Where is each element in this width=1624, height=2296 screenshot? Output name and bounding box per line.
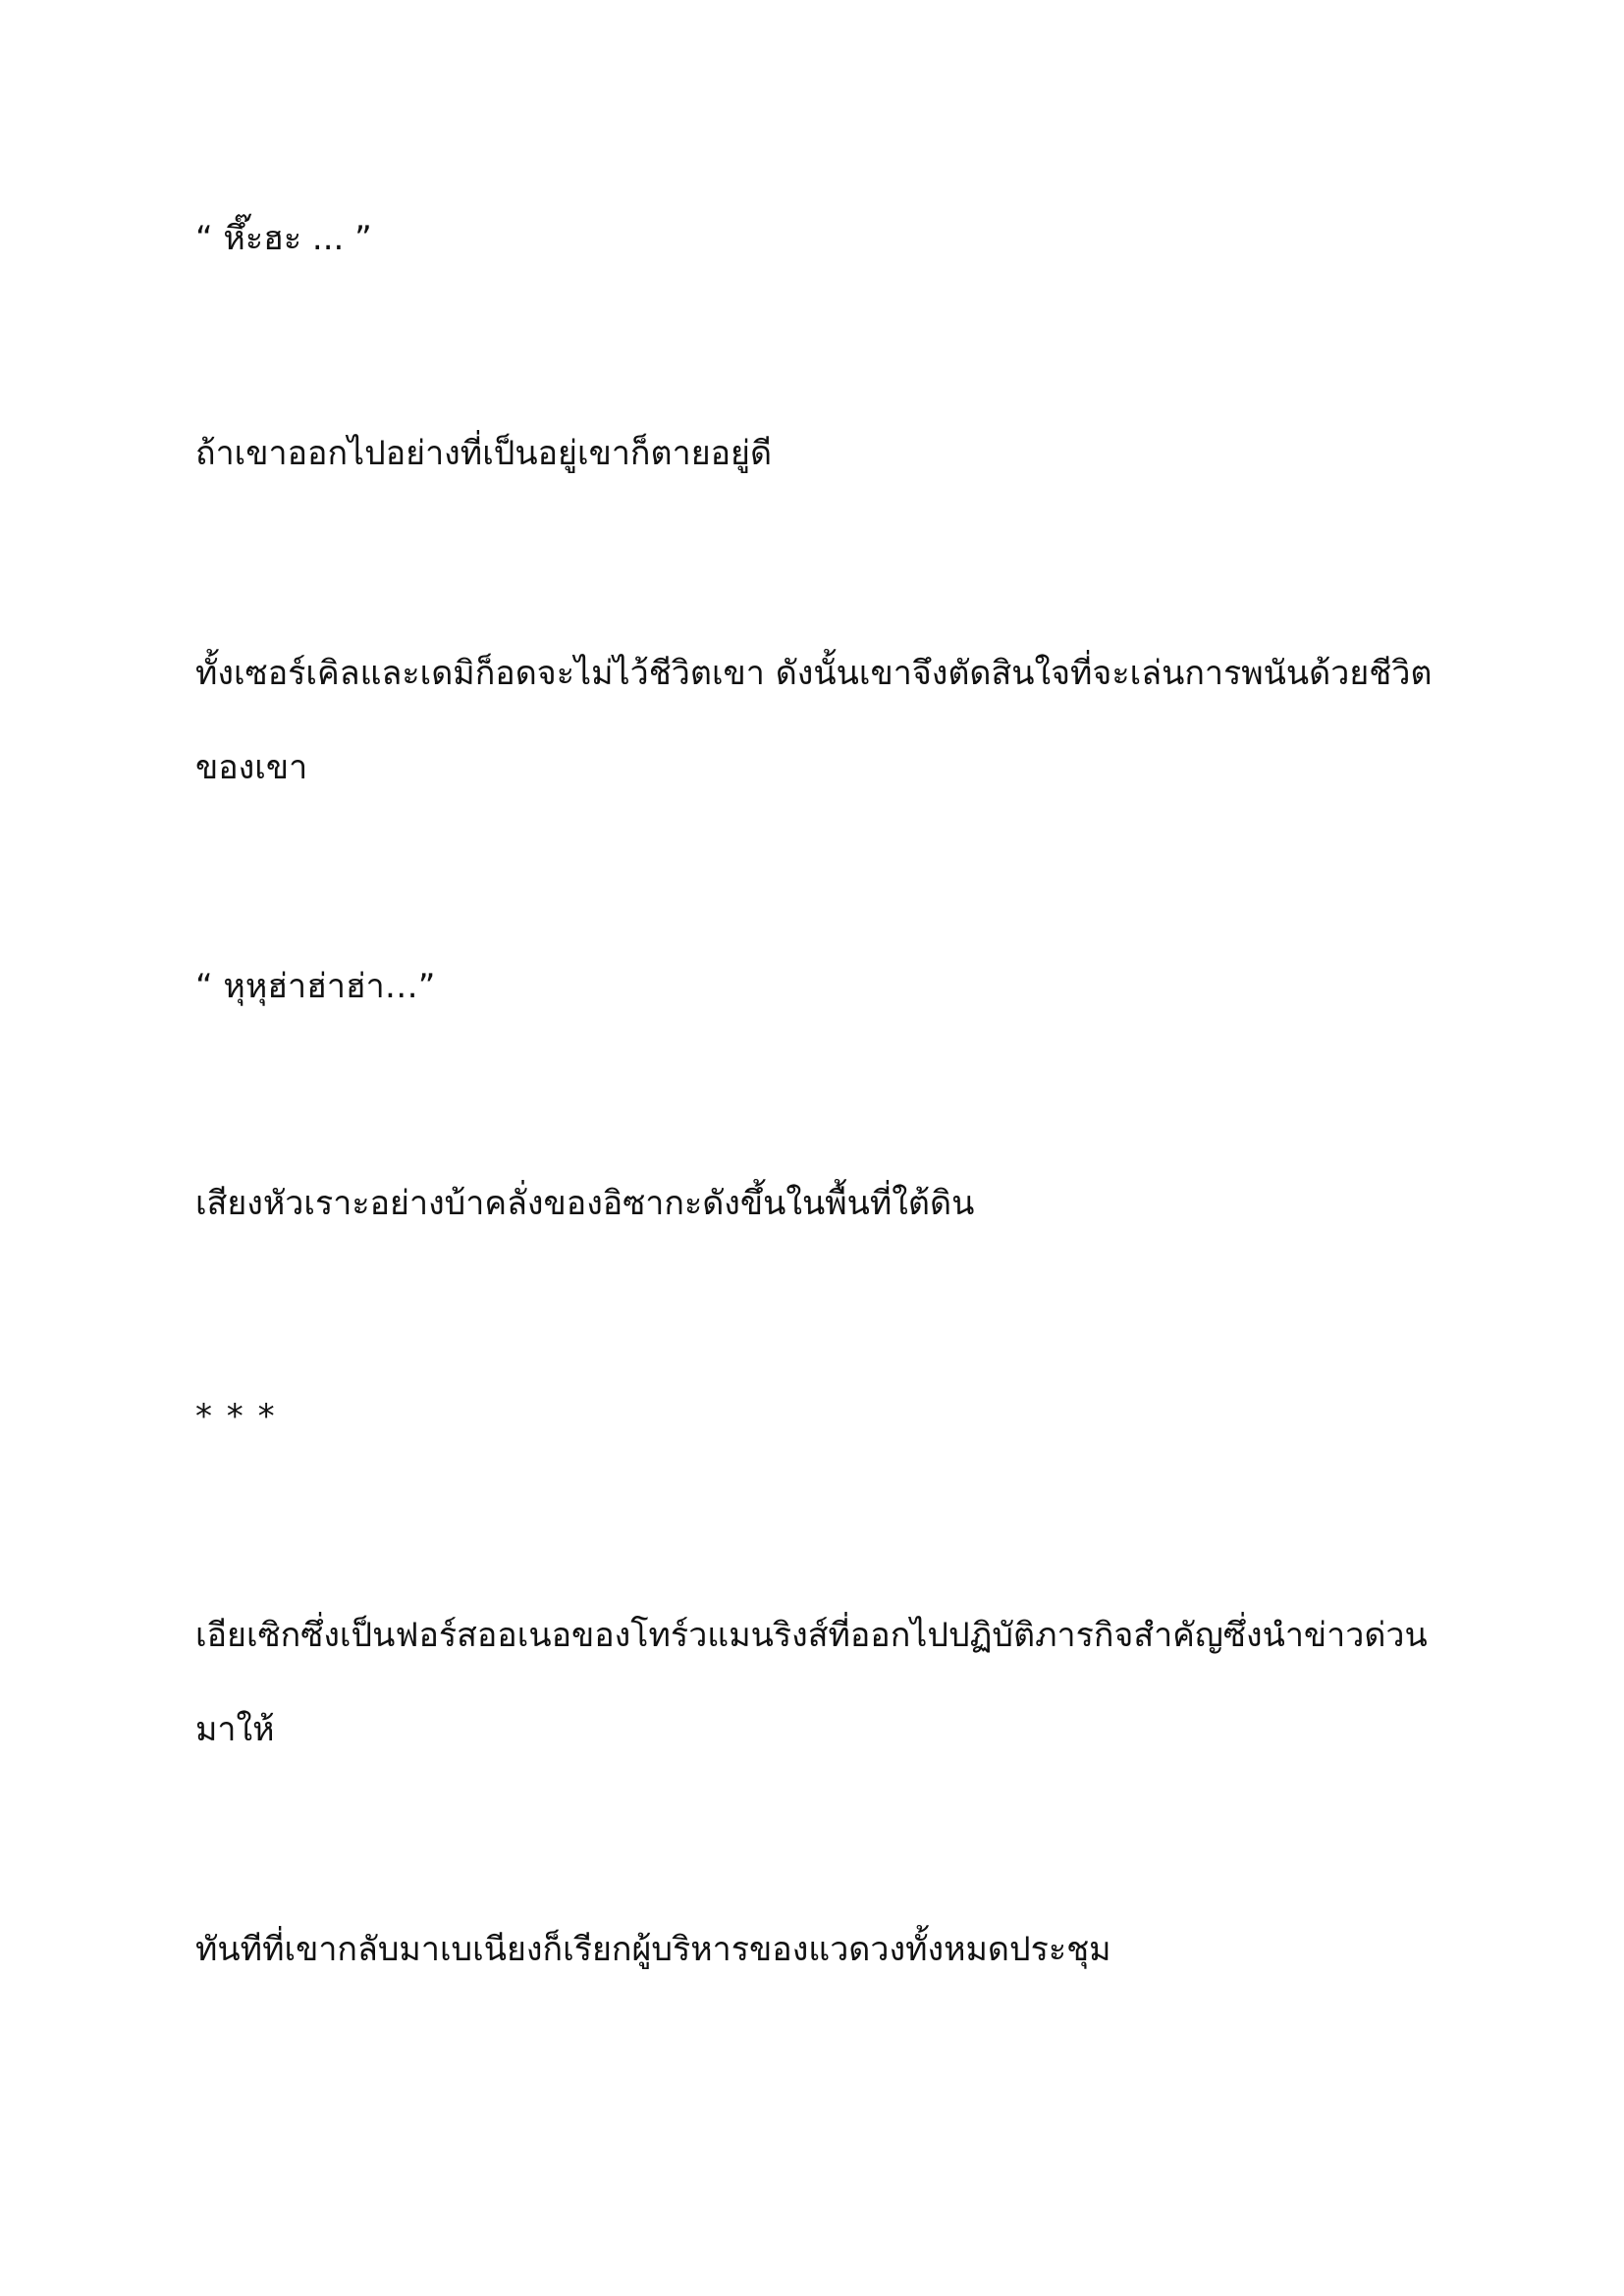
paragraph-4: “ หุหุฮ่าฮ่าฮ่า…”	[195, 967, 436, 1006]
paragraph-6: เอียเซิกซึ่งเป็นฟอร์สออเนอของโทร์วแมนริงส์ที่ออกไปปฏิบัติภารกิจสำคัญซึ่งนำข่าวด่วนมาให้	[195, 1616, 1428, 1749]
paragraph-2: ถ้าเขาออกไปอย่างที่เป็นอยู่เขาก็ตายอยู่ดี	[195, 434, 773, 473]
paragraph-3: ทั้งเซอร์เคิลและเดมิก็อดจะไม่ไว้ชีวิตเขา ดังนั้นเขาจึงตัดสินใจที่จะเล่นการพนันด้วยชีวิตของเขา	[195, 654, 1433, 787]
paragraph-1: “ หึ๊ะฮะ ... ”	[195, 219, 372, 258]
paragraph-7: ทันทีที่เขากลับมาเบเนียงก็เรียกผู้บริหารของแวดวงทั้งหมดประชุม	[195, 1930, 1111, 1969]
scene-break: * * *	[195, 1397, 277, 1436]
paragraph-5: เสียงหัวเราะอย่างบ้าคลั่งของอิซากะดังขึ้นในพื้นที่ใต้ดิน	[195, 1184, 975, 1223]
